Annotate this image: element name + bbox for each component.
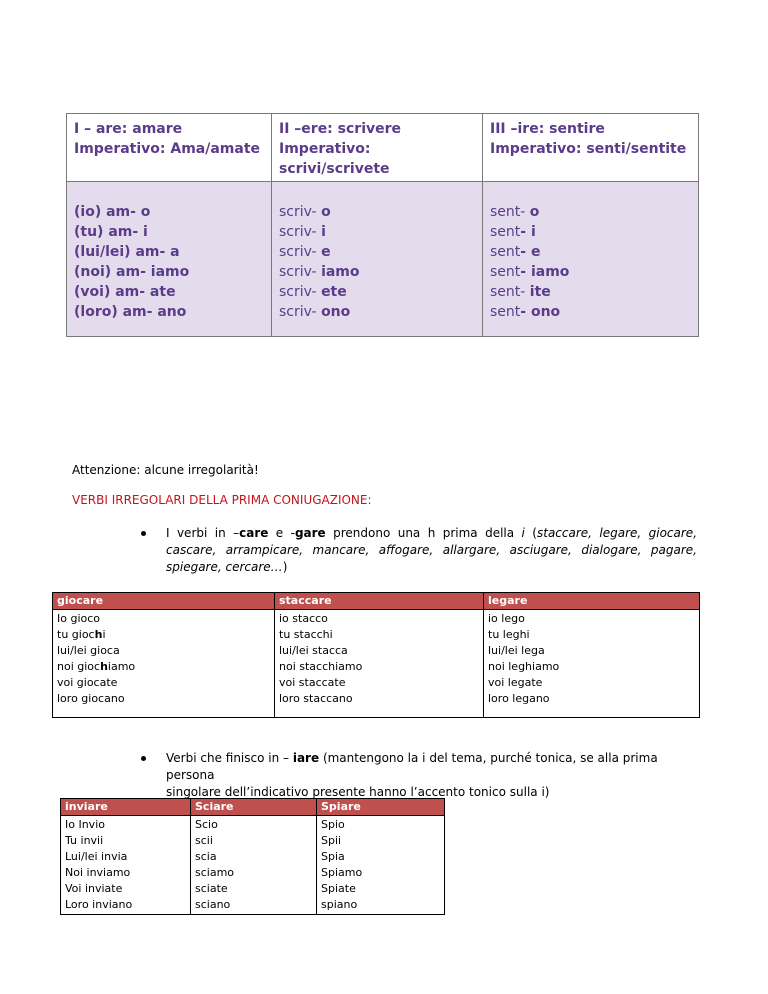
- conjugation-line: scriv- o: [279, 204, 331, 220]
- verb-form: loro staccano: [279, 692, 353, 705]
- verb-form: Spii: [321, 834, 342, 847]
- verb-form: tu leghi: [488, 628, 530, 641]
- conjugation-line: scriv- i: [279, 224, 326, 240]
- header-giocare: giocare: [53, 593, 275, 610]
- verb-form: Loro inviano: [65, 898, 133, 911]
- inviare-forms: [61, 816, 191, 915]
- conjugation-line: scriv- ete: [279, 284, 347, 300]
- conjugation-header-row: [67, 114, 699, 182]
- legare-forms: [484, 610, 700, 718]
- section-heading: VERBI IRREGOLARI DELLA PRIMA CONIUGAZIONE:: [72, 493, 372, 507]
- verb-form: scia: [195, 850, 217, 863]
- verb-form: tu giochi: [57, 628, 106, 641]
- verb-form: sciano: [195, 898, 231, 911]
- verb-form: scii: [195, 834, 213, 847]
- verb-form: lui/lei gioca: [57, 644, 120, 657]
- table-header-row: [53, 593, 700, 610]
- conjugation-line: scriv- iamo: [279, 264, 360, 280]
- amare-conjugation: [67, 182, 272, 337]
- table-row: [53, 610, 700, 718]
- conjugation-table: [66, 113, 699, 337]
- verb-form: voi staccate: [279, 676, 346, 689]
- iare-table: [60, 798, 445, 915]
- giocare-forms: [53, 610, 275, 718]
- header-sciare: Sciare: [191, 799, 317, 816]
- header-spiare: Spiare: [317, 799, 445, 816]
- table-row: [61, 816, 445, 915]
- verb-form: noi stacchiamo: [279, 660, 363, 673]
- verb-form: sciate: [195, 882, 228, 895]
- conjugation-line: (loro) am- ano: [74, 304, 187, 320]
- verb-form: Tu invii: [65, 834, 104, 847]
- verb-form: noi giochiamo: [57, 660, 136, 673]
- conjugation-line: scriv- e: [279, 244, 331, 260]
- verb-form: voi legate: [488, 676, 543, 689]
- verb-form: sciamo: [195, 866, 235, 879]
- verb-form: Io Invio: [65, 818, 105, 831]
- verb-form: noi leghiamo: [488, 660, 560, 673]
- conjugation-line: (noi) am- iamo: [74, 264, 190, 280]
- spiare-forms: [317, 816, 445, 915]
- conjugation-line: sent- ono: [490, 304, 561, 320]
- verb-form: lui/lei lega: [488, 644, 545, 657]
- conjugation-line: (voi) am- ate: [74, 284, 176, 300]
- verb-form: lui/lei stacca: [279, 644, 348, 657]
- verb-form: loro legano: [488, 692, 550, 705]
- table-header-row: [61, 799, 445, 816]
- verb-form: Scio: [195, 818, 218, 831]
- warning-note: Attenzione: alcune irregolarità!: [72, 463, 259, 477]
- header-first-conjugation: I – are: amare Imperativo: Ama/amate: [67, 114, 272, 182]
- conjugation-body-row: [67, 182, 699, 337]
- bullet-iare: [147, 750, 697, 801]
- conjugation-line: (io) am- o: [74, 204, 151, 220]
- verb-form: voi giocate: [57, 676, 118, 689]
- verb-form: Lui/lei invia: [65, 850, 128, 863]
- header-third-conjugation: III –ire: sentire Imperativo: senti/sentite: [483, 114, 699, 182]
- verb-form: tu stacchi: [279, 628, 333, 641]
- conjugation-line: sent- o: [490, 204, 540, 220]
- verb-form: Voi inviate: [65, 882, 123, 895]
- verb-form: io lego: [488, 612, 525, 625]
- conjugation-line: scriv- ono: [279, 304, 351, 320]
- bullet-icon: [141, 756, 146, 761]
- verb-form: Spia: [321, 850, 345, 863]
- verb-form: Noi inviamo: [65, 866, 131, 879]
- verb-form: loro giocano: [57, 692, 125, 705]
- bullet-text-continued: singolare dell’indicativo presente hanno l’accento tonico sulla i): [166, 785, 550, 799]
- bullet-text: Verbi che finisco in – iare (mantengono la i del tema, purché tonica, se alla prima persona: [166, 751, 658, 782]
- verb-form: Io gioco: [57, 612, 101, 625]
- header-inviare: inviare: [61, 799, 191, 816]
- bullet-text: I verbi in –care e -gare prendono una h prima della i (staccare, legare, giocare, cascare, arrampicare, mancare, affogare, allargare, asciugare, dialogare, pagare, spiegare, cercare…): [166, 526, 698, 574]
- header-legare: legare: [484, 593, 700, 610]
- conjugation-line: sent- iamo: [490, 264, 570, 280]
- conjugation-line: (lui/lei) am- a: [74, 244, 180, 260]
- header-second-conjugation: II –ere: scrivere Imperativo: scrivi/scrivete: [272, 114, 483, 182]
- header-staccare: staccare: [275, 593, 484, 610]
- conjugation-line: sent- i: [490, 224, 536, 240]
- sciare-forms: [191, 816, 317, 915]
- conjugation-line: sent- ite: [490, 284, 551, 300]
- verb-form: io stacco: [279, 612, 328, 625]
- care-gare-table: [52, 592, 700, 718]
- scrivere-conjugation: [272, 182, 483, 337]
- conjugation-line: (tu) am- i: [74, 224, 148, 240]
- verb-form: Spiate: [321, 882, 356, 895]
- verb-form: Spiamo: [321, 866, 363, 879]
- bullet-care-gare: [147, 525, 697, 576]
- conjugation-line: sent- e: [490, 244, 541, 260]
- sentire-conjugation: [483, 182, 699, 337]
- bullet-icon: [141, 531, 146, 536]
- staccare-forms: [275, 610, 484, 718]
- verb-form: spiano: [321, 898, 358, 911]
- verb-form: Spio: [321, 818, 345, 831]
